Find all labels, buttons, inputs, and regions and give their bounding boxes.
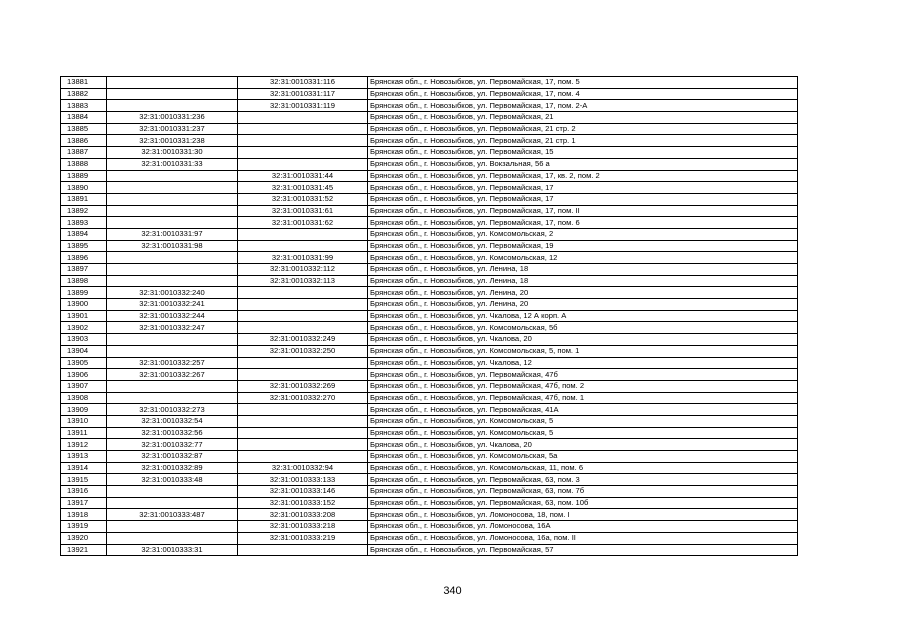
row-number-cell: 13898	[61, 275, 107, 287]
table-row	[61, 275, 798, 287]
parcel-cadastral-number-cell: 32:31:0010332:87	[107, 451, 238, 463]
table-row	[61, 532, 798, 544]
table-row	[61, 334, 798, 346]
row-number-cell: 13917	[61, 497, 107, 509]
premises-cadastral-number-cell	[238, 123, 368, 135]
parcel-cadastral-number-cell: 32:31:0010332:89	[107, 462, 238, 474]
parcel-cadastral-number-cell: 32:31:0010332:240	[107, 287, 238, 299]
table-row	[61, 486, 798, 498]
row-number-cell: 13884	[61, 112, 107, 124]
parcel-cadastral-number-cell: 32:31:0010333:487	[107, 509, 238, 521]
address-cell: Брянская обл., г. Новозыбков, ул. Первомайская, 21	[368, 112, 798, 124]
address-cell: Брянская обл., г. Новозыбков, ул. Комсомольская, 5а	[368, 451, 798, 463]
table-row	[61, 310, 798, 322]
parcel-cadastral-number-cell	[107, 486, 238, 498]
table-row	[61, 369, 798, 381]
parcel-cadastral-number-cell: 32:31:0010332:56	[107, 427, 238, 439]
premises-cadastral-number-cell: 32:31:0010331:44	[238, 170, 368, 182]
address-cell: Брянская обл., г. Новозыбков, ул. Первомайская, 17	[368, 182, 798, 194]
table-body	[61, 77, 798, 556]
table-row	[61, 217, 798, 229]
table-row	[61, 497, 798, 509]
premises-cadastral-number-cell	[238, 415, 368, 427]
parcel-cadastral-number-cell	[107, 88, 238, 100]
row-number-cell: 13883	[61, 100, 107, 112]
premises-cadastral-number-cell: 32:31:0010331:117	[238, 88, 368, 100]
row-number-cell: 13899	[61, 287, 107, 299]
address-cell: Брянская обл., г. Новозыбков, ул. Первомайская, 17, кв. 2, пом. 2	[368, 170, 798, 182]
row-number-cell: 13897	[61, 264, 107, 276]
parcel-cadastral-number-cell: 32:31:0010332:244	[107, 310, 238, 322]
address-cell: Брянская обл., г. Новозыбков, ул. Первомайская, 17, пом. 5	[368, 77, 798, 89]
parcel-cadastral-number-cell: 32:31:0010331:97	[107, 228, 238, 240]
row-number-cell: 13918	[61, 509, 107, 521]
table-row	[61, 521, 798, 533]
table-row	[61, 474, 798, 486]
address-cell: Брянская обл., г. Новозыбков, ул. Ленина, 20	[368, 299, 798, 311]
premises-cadastral-number-cell	[238, 544, 368, 556]
premises-cadastral-number-cell: 32:31:0010333:218	[238, 521, 368, 533]
table-row	[61, 135, 798, 147]
row-number-cell: 13920	[61, 532, 107, 544]
premises-cadastral-number-cell	[238, 135, 368, 147]
row-number-cell: 13888	[61, 158, 107, 170]
parcel-cadastral-number-cell: 32:31:0010331:237	[107, 123, 238, 135]
premises-cadastral-number-cell: 32:31:0010332:113	[238, 275, 368, 287]
table-row	[61, 439, 798, 451]
table-row	[61, 205, 798, 217]
row-number-cell: 13902	[61, 322, 107, 334]
row-number-cell: 13921	[61, 544, 107, 556]
table-row	[61, 182, 798, 194]
premises-cadastral-number-cell	[238, 439, 368, 451]
table-row	[61, 147, 798, 159]
row-number-cell: 13915	[61, 474, 107, 486]
premises-cadastral-number-cell: 32:31:0010332:94	[238, 462, 368, 474]
address-cell: Брянская обл., г. Новозыбков, ул. Чкалова, 12	[368, 357, 798, 369]
address-cell: Брянская обл., г. Новозыбков, ул. Чкалова, 12 А корп. А	[368, 310, 798, 322]
parcel-cadastral-number-cell: 32:31:0010331:98	[107, 240, 238, 252]
premises-cadastral-number-cell: 32:31:0010331:116	[238, 77, 368, 89]
row-number-cell: 13890	[61, 182, 107, 194]
address-cell: Брянская обл., г. Новозыбков, ул. Ленина, 18	[368, 264, 798, 276]
premises-cadastral-number-cell: 32:31:0010333:133	[238, 474, 368, 486]
parcel-cadastral-number-cell: 32:31:0010331:33	[107, 158, 238, 170]
table-row	[61, 415, 798, 427]
address-cell: Брянская обл., г. Новозыбков, ул. Ломоносова, 18, пом. I	[368, 509, 798, 521]
premises-cadastral-number-cell	[238, 158, 368, 170]
table-row	[61, 228, 798, 240]
row-number-cell: 13907	[61, 380, 107, 392]
table-row	[61, 357, 798, 369]
parcel-cadastral-number-cell	[107, 217, 238, 229]
parcel-cadastral-number-cell	[107, 252, 238, 264]
table-row	[61, 392, 798, 404]
row-number-cell: 13905	[61, 357, 107, 369]
row-number-cell: 13901	[61, 310, 107, 322]
table-row	[61, 158, 798, 170]
table-row	[61, 451, 798, 463]
parcel-cadastral-number-cell	[107, 392, 238, 404]
row-number-cell: 13916	[61, 486, 107, 498]
premises-cadastral-number-cell: 32:31:0010333:208	[238, 509, 368, 521]
premises-cadastral-number-cell: 32:31:0010333:146	[238, 486, 368, 498]
table-row	[61, 509, 798, 521]
row-number-cell: 13908	[61, 392, 107, 404]
address-cell: Брянская обл., г. Новозыбков, ул. Первомайская, 19	[368, 240, 798, 252]
address-cell: Брянская обл., г. Новозыбков, ул. Первомайская, 63, пом. 3	[368, 474, 798, 486]
premises-cadastral-number-cell	[238, 451, 368, 463]
premises-cadastral-number-cell: 32:31:0010332:249	[238, 334, 368, 346]
parcel-cadastral-number-cell: 32:31:0010331:30	[107, 147, 238, 159]
premises-cadastral-number-cell: 32:31:0010331:62	[238, 217, 368, 229]
address-cell: Брянская обл., г. Новозыбков, ул. Первомайская, 41А	[368, 404, 798, 416]
address-cell: Брянская обл., г. Новозыбков, ул. Комсомольская, 5, пом. 1	[368, 345, 798, 357]
premises-cadastral-number-cell: 32:31:0010333:152	[238, 497, 368, 509]
parcel-cadastral-number-cell: 32:31:0010332:241	[107, 299, 238, 311]
table-row	[61, 427, 798, 439]
table-row	[61, 123, 798, 135]
row-number-cell: 13919	[61, 521, 107, 533]
row-number-cell: 13889	[61, 170, 107, 182]
row-number-cell: 13906	[61, 369, 107, 381]
address-cell: Брянская обл., г. Новозыбков, ул. Комсомольская, 5б	[368, 322, 798, 334]
row-number-cell: 13912	[61, 439, 107, 451]
table-row	[61, 264, 798, 276]
parcel-cadastral-number-cell	[107, 182, 238, 194]
parcel-cadastral-number-cell: 32:31:0010332:247	[107, 322, 238, 334]
address-cell: Брянская обл., г. Новозыбков, ул. Первомайская, 47б, пом. 1	[368, 392, 798, 404]
parcel-cadastral-number-cell	[107, 380, 238, 392]
address-cell: Брянская обл., г. Новозыбков, ул. Первомайская, 17	[368, 193, 798, 205]
address-cell: Брянская обл., г. Новозыбков, ул. Комсомольская, 2	[368, 228, 798, 240]
row-number-cell: 13903	[61, 334, 107, 346]
premises-cadastral-number-cell: 32:31:0010331:119	[238, 100, 368, 112]
parcel-cadastral-number-cell	[107, 170, 238, 182]
parcel-cadastral-number-cell: 32:31:0010332:77	[107, 439, 238, 451]
address-cell: Брянская обл., г. Новозыбков, ул. Первомайская, 15	[368, 147, 798, 159]
page-number: 340	[443, 585, 462, 597]
parcel-cadastral-number-cell: 32:31:0010333:48	[107, 474, 238, 486]
premises-cadastral-number-cell	[238, 112, 368, 124]
table-row	[61, 299, 798, 311]
row-number-cell: 13910	[61, 415, 107, 427]
premises-cadastral-number-cell: 32:31:0010332:250	[238, 345, 368, 357]
row-number-cell: 13886	[61, 135, 107, 147]
table-row	[61, 240, 798, 252]
parcel-cadastral-number-cell	[107, 532, 238, 544]
row-number-cell: 13894	[61, 228, 107, 240]
address-cell: Брянская обл., г. Новозыбков, ул. Первомайская, 17, пом. 4	[368, 88, 798, 100]
parcel-cadastral-number-cell	[107, 275, 238, 287]
address-cell: Брянская обл., г. Новозыбков, ул. Чкалова, 20	[368, 334, 798, 346]
parcel-cadastral-number-cell	[107, 497, 238, 509]
premises-cadastral-number-cell: 32:31:0010331:52	[238, 193, 368, 205]
premises-cadastral-number-cell: 32:31:0010331:99	[238, 252, 368, 264]
premises-cadastral-number-cell	[238, 404, 368, 416]
address-cell: Брянская обл., г. Новозыбков, ул. Комсомольская, 5	[368, 415, 798, 427]
address-cell: Брянская обл., г. Новозыбков, ул. Первомайская, 63, пом. 7б	[368, 486, 798, 498]
address-cell: Брянская обл., г. Новозыбков, ул. Первомайская, 47б	[368, 369, 798, 381]
table-row	[61, 380, 798, 392]
parcel-cadastral-number-cell	[107, 521, 238, 533]
parcel-cadastral-number-cell	[107, 100, 238, 112]
premises-cadastral-number-cell: 32:31:0010333:219	[238, 532, 368, 544]
table-row	[61, 322, 798, 334]
row-number-cell: 13881	[61, 77, 107, 89]
parcel-cadastral-number-cell	[107, 345, 238, 357]
row-number-cell: 13885	[61, 123, 107, 135]
address-cell: Брянская обл., г. Новозыбков, ул. Ленина, 18	[368, 275, 798, 287]
address-cell: Брянская обл., г. Новозыбков, ул. Чкалова, 20	[368, 439, 798, 451]
premises-cadastral-number-cell	[238, 299, 368, 311]
premises-cadastral-number-cell	[238, 322, 368, 334]
parcel-cadastral-number-cell	[107, 205, 238, 217]
parcel-cadastral-number-cell	[107, 77, 238, 89]
table-row	[61, 252, 798, 264]
address-cell: Брянская обл., г. Новозыбков, ул. Первомайская, 17, пом. II	[368, 205, 798, 217]
row-number-cell: 13891	[61, 193, 107, 205]
property-registry-table	[60, 76, 798, 556]
row-number-cell: 13900	[61, 299, 107, 311]
premises-cadastral-number-cell: 32:31:0010332:269	[238, 380, 368, 392]
table-row	[61, 462, 798, 474]
address-cell: Брянская обл., г. Новозыбков, ул. Комсомольская, 11, пом. 6	[368, 462, 798, 474]
premises-cadastral-number-cell: 32:31:0010332:112	[238, 264, 368, 276]
table-row	[61, 88, 798, 100]
premises-cadastral-number-cell	[238, 287, 368, 299]
row-number-cell: 13892	[61, 205, 107, 217]
premises-cadastral-number-cell	[238, 310, 368, 322]
row-number-cell: 13882	[61, 88, 107, 100]
address-cell: Брянская обл., г. Новозыбков, ул. Первомайская, 63, пом. 10б	[368, 497, 798, 509]
address-cell: Брянская обл., г. Новозыбков, ул. Ленина, 20	[368, 287, 798, 299]
row-number-cell: 13911	[61, 427, 107, 439]
row-number-cell: 13904	[61, 345, 107, 357]
premises-cadastral-number-cell	[238, 147, 368, 159]
parcel-cadastral-number-cell: 32:31:0010331:238	[107, 135, 238, 147]
table-row	[61, 100, 798, 112]
address-cell: Брянская обл., г. Новозыбков, ул. Комсомольская, 5	[368, 427, 798, 439]
parcel-cadastral-number-cell: 32:31:0010332:54	[107, 415, 238, 427]
row-number-cell: 13887	[61, 147, 107, 159]
address-cell: Брянская обл., г. Новозыбков, ул. Первомайская, 21 стр. 2	[368, 123, 798, 135]
parcel-cadastral-number-cell	[107, 264, 238, 276]
table-row	[61, 287, 798, 299]
premises-cadastral-number-cell: 32:31:0010331:61	[238, 205, 368, 217]
premises-cadastral-number-cell	[238, 240, 368, 252]
premises-cadastral-number-cell	[238, 357, 368, 369]
address-cell: Брянская обл., г. Новозыбков, ул. Первомайская, 47б, пом. 2	[368, 380, 798, 392]
address-cell: Брянская обл., г. Новозыбков, ул. Вокзальная, 56 а	[368, 158, 798, 170]
table-row	[61, 77, 798, 89]
address-cell: Брянская обл., г. Новозыбков, ул. Первомайская, 17, пом. 6	[368, 217, 798, 229]
row-number-cell: 13893	[61, 217, 107, 229]
address-cell: Брянская обл., г. Новозыбков, ул. Первомайская, 17, пом. 2-А	[368, 100, 798, 112]
premises-cadastral-number-cell	[238, 369, 368, 381]
parcel-cadastral-number-cell: 32:31:0010332:257	[107, 357, 238, 369]
row-number-cell: 13914	[61, 462, 107, 474]
address-cell: Брянская обл., г. Новозыбков, ул. Первомайская, 21 стр. 1	[368, 135, 798, 147]
row-number-cell: 13909	[61, 404, 107, 416]
parcel-cadastral-number-cell	[107, 334, 238, 346]
table-row	[61, 544, 798, 556]
row-number-cell: 13913	[61, 451, 107, 463]
table-row	[61, 404, 798, 416]
address-cell: Брянская обл., г. Новозыбков, ул. Ломоносова, 16А	[368, 521, 798, 533]
parcel-cadastral-number-cell: 32:31:0010331:236	[107, 112, 238, 124]
parcel-cadastral-number-cell: 32:31:0010332:273	[107, 404, 238, 416]
table-row	[61, 112, 798, 124]
address-cell: Брянская обл., г. Новозыбков, ул. Комсомольская, 12	[368, 252, 798, 264]
address-cell: Брянская обл., г. Новозыбков, ул. Первомайская, 57	[368, 544, 798, 556]
row-number-cell: 13896	[61, 252, 107, 264]
parcel-cadastral-number-cell	[107, 193, 238, 205]
premises-cadastral-number-cell	[238, 228, 368, 240]
premises-cadastral-number-cell	[238, 427, 368, 439]
row-number-cell: 13895	[61, 240, 107, 252]
table-row	[61, 345, 798, 357]
parcel-cadastral-number-cell: 32:31:0010332:267	[107, 369, 238, 381]
premises-cadastral-number-cell: 32:31:0010331:45	[238, 182, 368, 194]
parcel-cadastral-number-cell: 32:31:0010333:31	[107, 544, 238, 556]
table-row	[61, 170, 798, 182]
address-cell: Брянская обл., г. Новозыбков, ул. Ломоносова, 16а, пом. II	[368, 532, 798, 544]
table-row	[61, 193, 798, 205]
premises-cadastral-number-cell: 32:31:0010332:270	[238, 392, 368, 404]
